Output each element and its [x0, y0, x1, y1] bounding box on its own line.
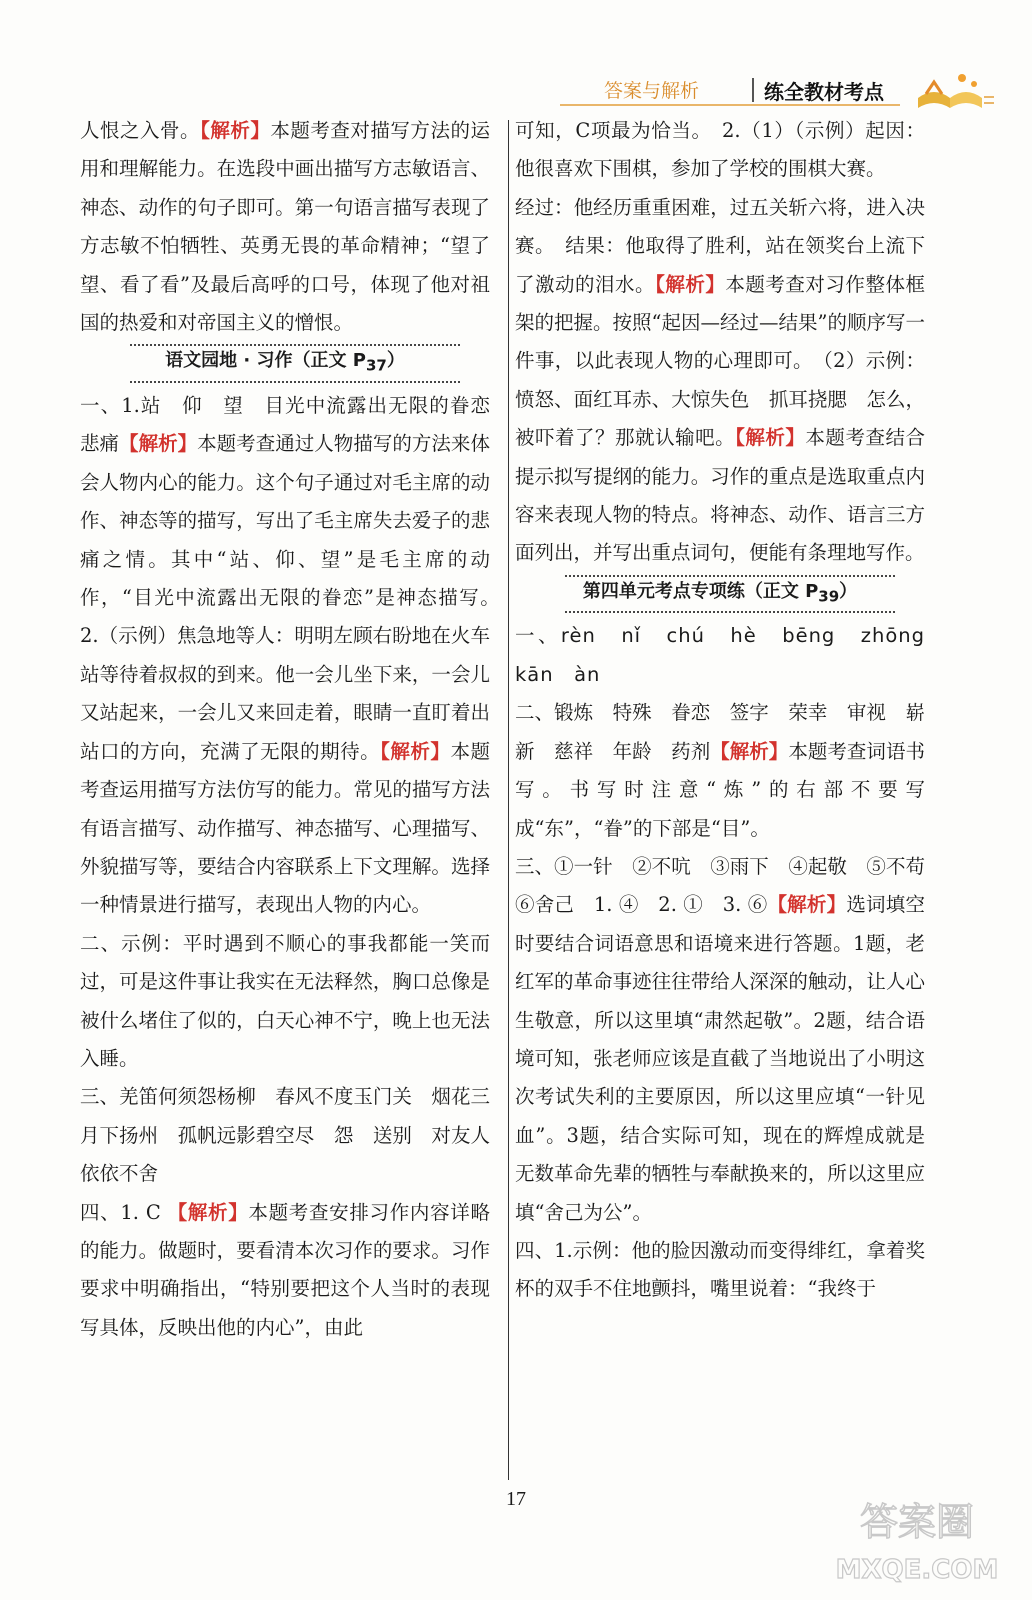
answer-q4-example: 四、1.示例：他的脸因激动而变得绯红，拿着奖杯的双手不住地颤抖，嘴里说着：“我终于	[515, 1238, 925, 1301]
header-answer-tag: 答案与解析	[604, 80, 700, 102]
analysis-tag: 【解析】	[119, 432, 198, 456]
column-divider	[508, 120, 509, 1480]
header-underline	[560, 104, 900, 106]
header-series-title: 练全教材考点	[764, 80, 884, 104]
watermark-url: MXQE.COM	[835, 1555, 999, 1585]
analysis-tag: 【解析】	[380, 739, 451, 763]
paragraph-continuation: 人恨之入骨。【解析】本题考查对描写方法的运用和理解能力。在选段中画出描写方志敏语言、神态、动作的句子即可。第一句语言描写表现了方志敏不怕牺牲、英勇无畏的革命精神；“望了望、看了看”及最后高呼的口号，体现了他对祖国的热爱和对帝国主义的憎恨。	[80, 119, 490, 335]
analysis-tag: 【解析】	[167, 1200, 249, 1224]
analysis-tag: 【解析】	[710, 739, 789, 763]
answer-q4: 四、1. C 【解析】本题考查安排习作内容详略的能力。做题时，要看清本次习作的要求。习作要求中明确指出，“特别要把这个人当时的表现写具体，反映出他的内心”，由此	[80, 1200, 490, 1339]
book-logo-icon	[912, 68, 996, 112]
answer-fill-words: 三、①一针 ②不吭 ③雨下 ④起敬 ⑤不苟 ⑥舍己 1. ④ 2. ① 3. ⑥【解析】选词填空时要结合词语意思和语境来进行答题。1题，老红军的革命事迹往往带给人深深的触动，让人心生敬意，所以这里填“肃然起敬”。2题，结合语境可知，张老师应该是直截了当地说出了小明这次考试失利的主要原因，所以这里应填“一针见血”。3题，结合实际可知，现在的辉煌成就是无数革命先辈的牺牲与奉献换来的，所以这里应填“舍己为公”。	[515, 854, 945, 1224]
answer-q3: 三、羌笛何须怨杨柳 春风不度玉门关 烟花三月下扬州 孤帆远影碧空尽 怨 送别 对友人依依不舍	[80, 1085, 490, 1186]
page-number: 17	[506, 1488, 526, 1510]
analysis-tag: 【解析】	[767, 893, 847, 917]
analysis-tag: 【解析】	[655, 272, 726, 296]
answer-q2: 二、示例：平时遇到不顺心的事我都能一笑而过，可是这件事让我实在无法释然，胸口总像是被什么堵住了似的，白天心神不宁，晚上也无法入睡。	[80, 931, 490, 1070]
answer-outline: 经过：他经历重重困难，过五关斩六将，进入决赛。 结果：他取得了胜利，站在领奖台上流下了激动的泪水。【解析】本题考查对习作整体框架的把握。按照“起因—经过—结果”的顺序写一件事，以此表现人物的心理即可。 （2）示例：愤怒、面红耳赤、大惊失色 抓耳挠腮 怎么，被吓着了？那就认输吧。【解析】本题考查结合提示拟写提纲的能力。习作的重点是选取重点内容来表现人物的特点。将神态、动作、语言三方面列出，并写出重点词句，便能有条理地写作。	[515, 195, 925, 565]
analysis-tag: 【解析】	[735, 426, 806, 450]
page-header	[560, 68, 1000, 112]
analysis-tag: 【解析】	[200, 119, 271, 142]
answer-words: 二、锻炼 特殊 眷恋 签字 荣幸 审视 崭新 慈祥 年龄 药剂【解析】本题考查词语书写。书写时注意“炼”的右部不要写成“东”，“眷”的下部是“目”。	[515, 701, 925, 840]
watermark-text: 答案圈	[859, 1500, 975, 1544]
answer-pinyin: 一、rèn nǐ chú hè bēng zhōng kān àn	[515, 624, 946, 686]
right-column	[515, 112, 946, 1309]
answer-q1: 一、1.站 仰 望 目光中流露出无限的眷恋 悲痛【解析】本题考查通过人物描写的方法来体会人物内心的能力。这个句子通过对毛主席的动作、神态等的描写，写出了毛主席失去爱子的悲痛之情。其中“站、仰、望”是毛主席的动作，“目光中流露出无限的眷恋”是神态描写。 2.（示例）焦急地等人：明明左顾右盼地在火车站等待着叔叔的到来。他一会儿坐下来，一会儿又站起来，一会儿又来回走着，眼睛一直盯着出站口的方向，充满了无限的期待。【解析】本题考查运用描写方法仿写的能力。常见的描写方法有语言描写、动作描写、神态描写、心理描写、外貌描写等，要结合内容联系上下文理解。选择一种情景进行描写，表现出人物的内心。	[80, 394, 510, 917]
section-title-yuwen-yuandi: 语文园地 · 习作（正文 $P_{37}$）	[80, 344, 490, 383]
answer-continuation: 可知，C项最为恰当。 2.（1）（示例）起因：他很喜欢下围棋，参加了学校的围棋大赛。	[515, 119, 925, 181]
section-title-unit-four: 第四单元考点专项练（正文 $P_{39}$）	[515, 575, 925, 614]
left-column	[80, 112, 510, 1347]
watermark-logo	[822, 1490, 1012, 1590]
header-separator	[752, 78, 754, 102]
